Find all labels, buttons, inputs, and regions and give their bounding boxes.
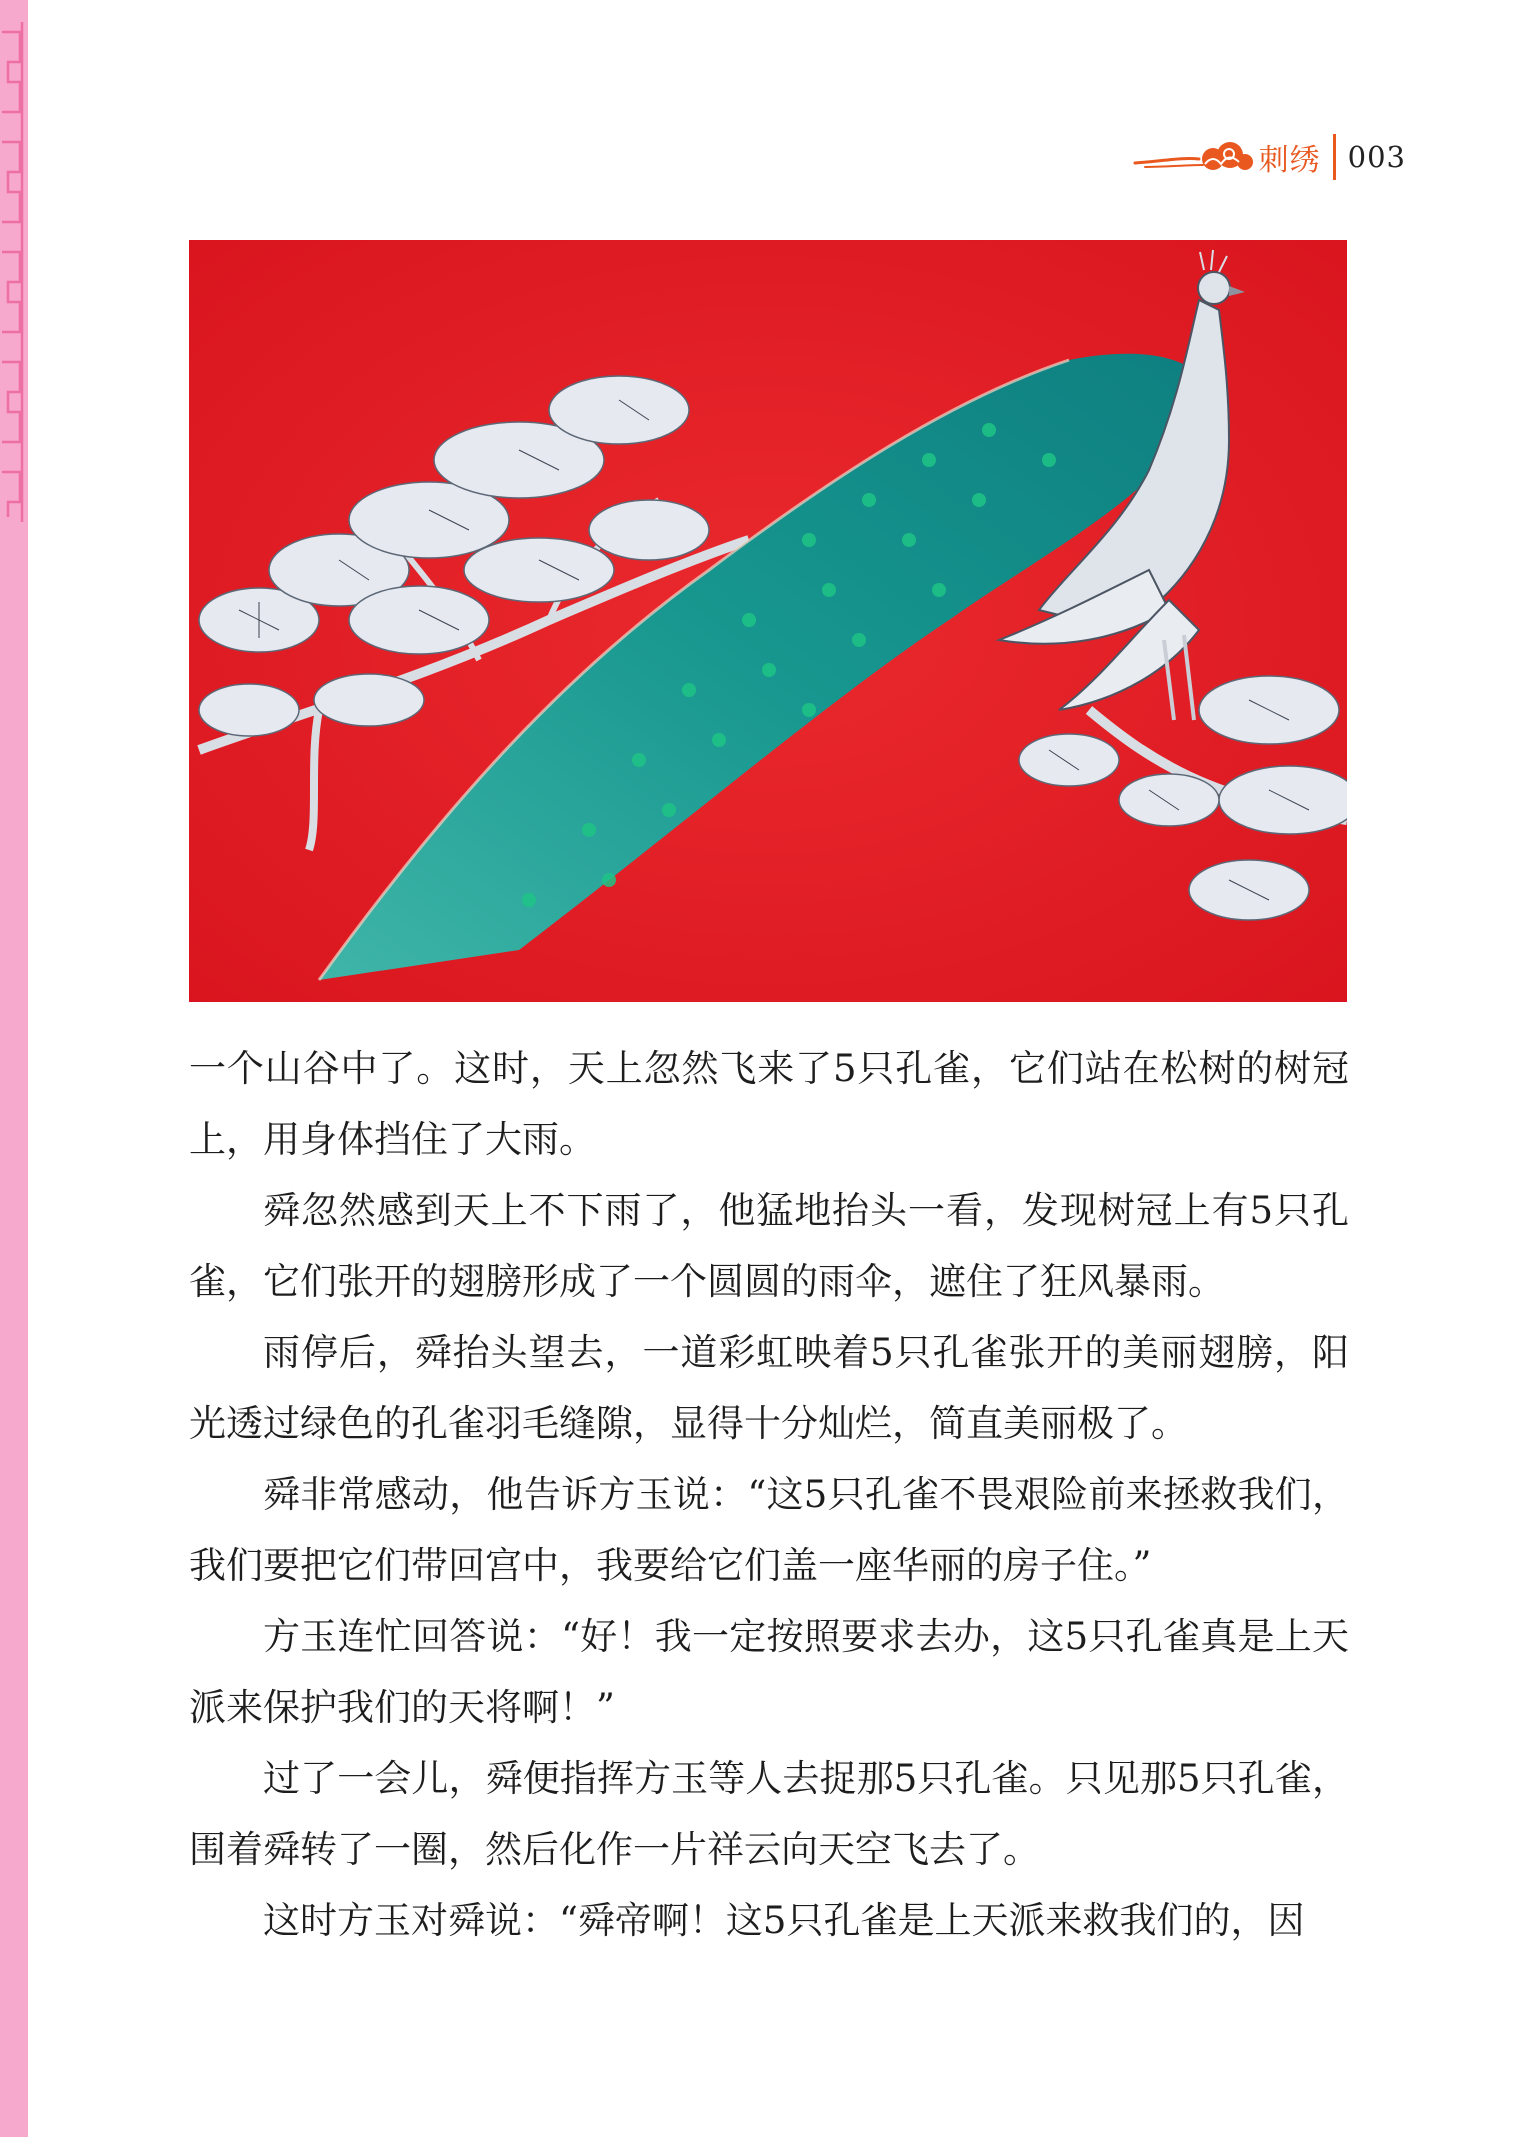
running-header <box>1133 132 1406 182</box>
paragraph: 雨停后，舜抬头望去，一道彩虹映着5只孔雀张开的美丽翅膀，阳光透过绿色的孔雀羽毛缝隙，显得十分灿烂，简直美丽极了。 <box>189 1331 1349 1445</box>
body-text <box>189 1033 1349 1956</box>
peacock-embroidery-illustration <box>189 240 1347 1002</box>
paragraph: 舜忽然感到天上不下雨了，他猛地抬头一看，发现树冠上有5只孔雀，它们张开的翅膀形成了一个圆圆的雨伞，遮住了狂风暴雨。 <box>189 1189 1349 1303</box>
left-decorative-band <box>0 0 28 2137</box>
header-title: 刺绣 <box>1258 143 1321 178</box>
auspicious-cloud-icon <box>1133 137 1253 177</box>
paragraph: 方玉连忙回答说：“好！我一定按照要求去办，这5只孔雀真是上天派来保护我们的天将啊！” <box>189 1615 1349 1729</box>
peacock-embroidery-photo <box>189 240 1347 1002</box>
page-number: 003 <box>1347 140 1406 174</box>
paragraph: 这时方玉对舜说：“舜帝啊！这5只孔雀是上天派来救我们的，因 <box>263 1899 1305 1942</box>
paragraph: 一个山谷中了。这时，天上忽然飞来了5只孔雀，它们站在松树的树冠上，用身体挡住了大雨。 <box>189 1047 1349 1161</box>
paragraph: 过了一会儿，舜便指挥方玉等人去捉那5只孔雀。只见那5只孔雀，围着舜转了一圈，然后化作一片祥云向天空飞去了。 <box>189 1757 1349 1871</box>
paragraph: 舜非常感动，他告诉方玉说：“这5只孔雀不畏艰险前来拯救我们，我们要把它们带回宫中，我要给它们盖一座华丽的房子住。” <box>189 1473 1349 1587</box>
lattice-ornament-icon <box>0 22 24 522</box>
header-divider <box>1333 134 1336 180</box>
